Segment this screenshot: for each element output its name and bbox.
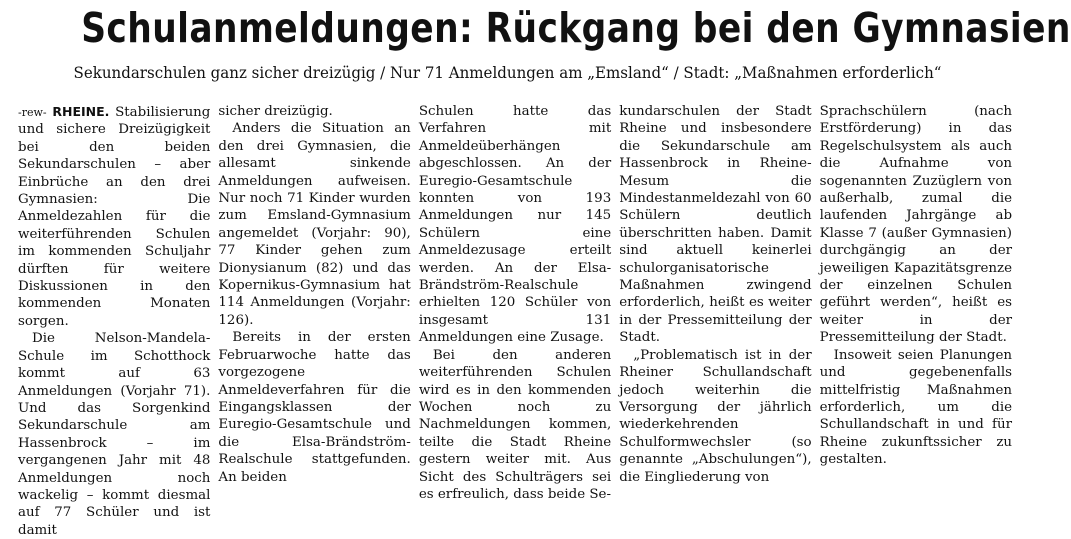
paragraph: Bei den anderen weiterführenden Schulen wird es in den kommenden Wochen noch zu Nachmeldungen kommen, teilte die Stadt Rheine gestern weiter mit. Aus Sicht des Schulträgers sei es erfreulich, dass beide Se- xyxy=(418,347,612,502)
paragraph: Bereits in der ersten Februarwoche hatte das vorgezogene Anmeldeverfahren für die Eingangsklassen der Euregio-Gesamtschule und die Elsa-Brändström-Realschule stattgefunden. An beiden xyxy=(218,330,411,485)
paragraph: Insoweit seien Planungen und gegebenenfalls mittelfristig Maßnahmen erforderlich, um die Schullandschaft in und für Rheine zukunftssicher zu gestalten. xyxy=(819,347,1013,468)
text-column-1 xyxy=(18,103,211,538)
paragraph: Schulen hatte das Verfahren mit Anmeldeüberhängen abgeschlossen. An der Euregio-Gesamtschule konnten von 193 Anmeldungen nur 145 Schülern eine Anmeldezusage erteilt werden. An der Elsa-Brändström-Realschule erhielten 120 Schüler von insgesamt 131 Anmeldungen eine Zusage. xyxy=(418,104,612,346)
text-column-2 xyxy=(218,103,411,485)
text-column-5 xyxy=(819,103,1013,468)
paragraph: Anders die Situation an den drei Gymnasien, die allesamt sinkende Anmeldungen aufweisen. Nur noch 71 Kinder wurden zum Emsland-Gymnasium angemeldet (Vorjahr: 90), 77 Kinder gehen zum Dionysianum (82) und das Kopernikus-Gymnasium hat 114 Anmeldungen (Vorjahr: 126). xyxy=(218,121,411,328)
author-tag: -rew- xyxy=(18,106,47,119)
paragraph: kundarschulen der Stadt Rheine und insbesondere die Sekundarschule am Hassenbrock in Rheine-Mesum die Mindestanmeldezahl von 60 Schülern deutlich überschritten haben. Damit sind aktuell keinerlei schulorganisatorische Maßnahmen zwingend erforderlich, heißt es weiter in der Pressemitteilung der Stadt. xyxy=(619,104,812,346)
text-column-4 xyxy=(619,103,812,485)
paragraph: Die Nelson-Mandela-Schule im Schotthock kommt auf 63 Anmeldungen (Vorjahr 71). Und das Sorgenkind Sekundarschule am Hassenbrock – im vergangenen Jahr mit 48 Anmeldungen noch wackelig – kommt diesmal auf 77 Schüler und ist damit xyxy=(18,331,211,538)
subheadline: Sekundarschulen ganz sicher dreizügig / Nur 71 Anmeldungen am „Emsland“ / Stadt: „Maßnahmen erforderlich“ xyxy=(73,63,942,82)
article-body xyxy=(18,103,1013,538)
text-column-3 xyxy=(418,103,612,502)
paragraph: Sprachschülern (nach Erstförderung) in das Regelschulsystem als auch die Aufnahme von sogenannten Zuzüglern von außerhalb, zumal die laufenden Jahrgänge ab Klasse 7 (außer Gymnasien) durchgängig an der jeweiligen Kapazitätsgrenze der einzelnen Schulen geführt werden“, heißt es weiter in der Pressemitteilung der Stadt. xyxy=(819,104,1013,346)
paragraph: „Problematisch ist in der Rheiner Schullandschaft jedoch weiterhin die Versorgung der jährlich wiederkehrenden Schulformwechsler (so genannte „Abschulungen“), die Eingliederung von xyxy=(619,347,812,485)
dateline-location: RHEINE. xyxy=(52,104,110,119)
paragraph: sicher dreizügig. xyxy=(218,104,333,119)
paragraph: Stabilisierung und sichere Dreizügigkeit bei den beiden Sekundarschulen – aber Einbrüche an den drei Gymnasien: Die Anmeldezahlen für die weiterführenden Schulen im kommenden Schuljahr dürften für weitere Diskussionen in den kommenden Monaten sorgen. xyxy=(18,105,211,329)
headline: Schulanmeldungen: Rückgang bei den Gymnasien xyxy=(81,4,1071,52)
